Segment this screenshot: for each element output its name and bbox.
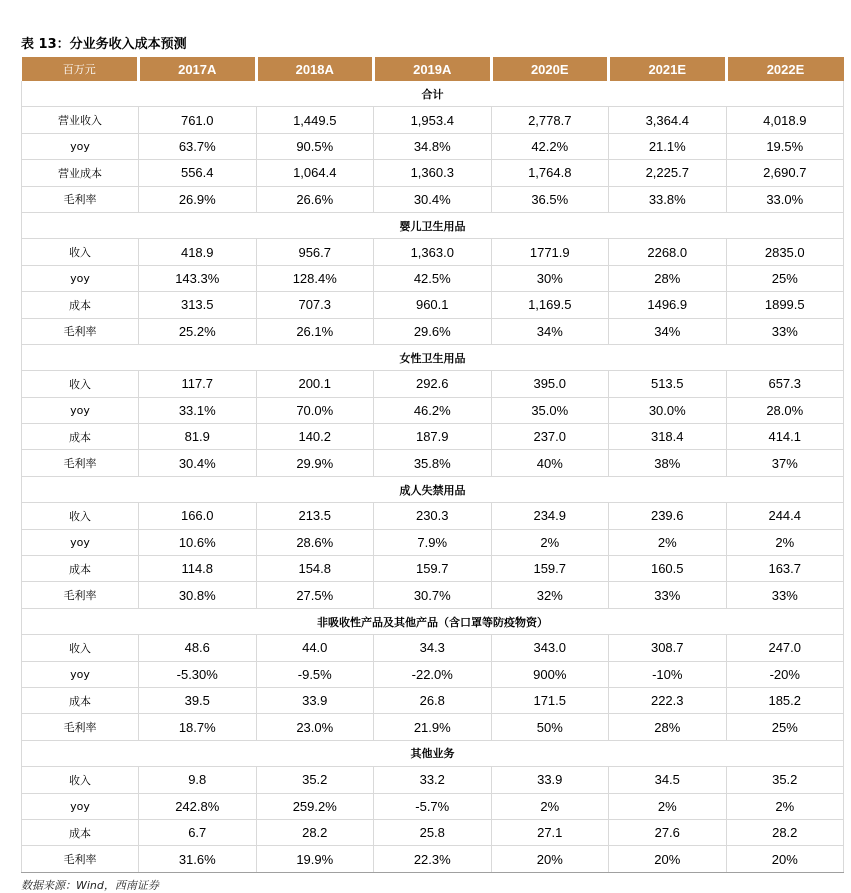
table-cell: 1,953.4 — [374, 107, 492, 133]
table-cell: 143.3% — [139, 265, 257, 291]
table-cell: 395.0 — [491, 371, 609, 397]
data-source: 数据来源：Wind，西南证券 — [21, 879, 159, 892]
table-cell: -22.0% — [374, 661, 492, 687]
section-title: 其他业务 — [22, 740, 844, 766]
table-cell: 171.5 — [491, 687, 609, 713]
table-cell: 28.2 — [726, 819, 844, 845]
table-cell: 140.2 — [256, 424, 374, 450]
table-cell: 2% — [491, 793, 609, 819]
table-cell: 160.5 — [609, 556, 727, 582]
table-cell: 159.7 — [374, 556, 492, 582]
table-row — [22, 635, 844, 661]
row-label: 毛利率 — [22, 714, 139, 740]
table-cell: 27.1 — [491, 819, 609, 845]
table-cell: 30.7% — [374, 582, 492, 608]
header-year: 2020E — [491, 57, 609, 81]
table-cell: 33% — [609, 582, 727, 608]
table-cell: 81.9 — [139, 424, 257, 450]
table-cell: 343.0 — [491, 635, 609, 661]
table-cell: 9.8 — [139, 767, 257, 793]
table-cell: 30.8% — [139, 582, 257, 608]
table-cell: 32% — [491, 582, 609, 608]
row-label: 毛利率 — [22, 318, 139, 344]
forecast-table-container — [21, 57, 843, 873]
table-cell: 29.9% — [256, 450, 374, 476]
table-cell: 308.7 — [609, 635, 727, 661]
table-cell: 1,064.4 — [256, 160, 374, 186]
table-cell: 200.1 — [256, 371, 374, 397]
table-row — [22, 239, 844, 265]
section-header-row — [22, 344, 844, 370]
section-title: 非吸收性产品及其他产品（含口罩等防疫物资） — [22, 608, 844, 634]
table-cell: 21.9% — [374, 714, 492, 740]
table-cell: 128.4% — [256, 265, 374, 291]
table-cell: 70.0% — [256, 397, 374, 423]
table-row — [22, 819, 844, 845]
table-cell: 234.9 — [491, 503, 609, 529]
table-cell: 222.3 — [609, 687, 727, 713]
table-cell: 239.6 — [609, 503, 727, 529]
table-cell: 187.9 — [374, 424, 492, 450]
table-cell: 159.7 — [491, 556, 609, 582]
table-cell: 414.1 — [726, 424, 844, 450]
table-cell: 2,225.7 — [609, 160, 727, 186]
table-cell: 33% — [726, 582, 844, 608]
table-cell: 185.2 — [726, 687, 844, 713]
row-label: 成本 — [22, 556, 139, 582]
table-cell: 1,360.3 — [374, 160, 492, 186]
table-cell: 154.8 — [256, 556, 374, 582]
table-cell: 2268.0 — [609, 239, 727, 265]
header-year: 2017A — [139, 57, 257, 81]
table-cell: 42.2% — [491, 133, 609, 159]
table-cell: 1,449.5 — [256, 107, 374, 133]
table-row — [22, 397, 844, 423]
table-cell: 213.5 — [256, 503, 374, 529]
table-cell: 4,018.9 — [726, 107, 844, 133]
table-row — [22, 371, 844, 397]
table-cell: 26.8 — [374, 687, 492, 713]
table-cell: 1899.5 — [726, 292, 844, 318]
table-row — [22, 687, 844, 713]
table-cell: -10% — [609, 661, 727, 687]
table-cell: 25.8 — [374, 819, 492, 845]
table-cell: 30.0% — [609, 397, 727, 423]
table-cell: 20% — [609, 846, 727, 872]
table-cell: 35.0% — [491, 397, 609, 423]
table-cell: 48.6 — [139, 635, 257, 661]
table-cell: 30% — [491, 265, 609, 291]
row-label: 成本 — [22, 819, 139, 845]
table-cell: 318.4 — [609, 424, 727, 450]
table-row — [22, 556, 844, 582]
table-cell: 237.0 — [491, 424, 609, 450]
table-cell: 34.8% — [374, 133, 492, 159]
table-row — [22, 714, 844, 740]
header-year: 2022E — [726, 57, 844, 81]
table-cell: 33.9 — [491, 767, 609, 793]
table-cell: 956.7 — [256, 239, 374, 265]
row-label: 收入 — [22, 371, 139, 397]
table-row — [22, 793, 844, 819]
table-cell: 2% — [726, 529, 844, 555]
table-cell: 35.8% — [374, 450, 492, 476]
table-row — [22, 767, 844, 793]
table-cell: 2% — [609, 529, 727, 555]
row-label: 毛利率 — [22, 846, 139, 872]
row-label: yoy — [22, 133, 139, 159]
row-label: yoy — [22, 529, 139, 555]
row-label: 收入 — [22, 503, 139, 529]
table-cell: 28% — [609, 265, 727, 291]
row-label: 毛利率 — [22, 186, 139, 212]
table-cell: 25% — [726, 265, 844, 291]
table-cell: 28.6% — [256, 529, 374, 555]
header-unit: 百万元 — [22, 57, 139, 81]
table-cell: 33% — [726, 318, 844, 344]
table-cell: 34.5 — [609, 767, 727, 793]
table-cell: 30.4% — [139, 450, 257, 476]
forecast-table — [21, 57, 844, 873]
table-cell: 33.8% — [609, 186, 727, 212]
row-label: 成本 — [22, 292, 139, 318]
row-label: yoy — [22, 661, 139, 687]
table-cell: 2835.0 — [726, 239, 844, 265]
table-cell: 960.1 — [374, 292, 492, 318]
table-cell: 37% — [726, 450, 844, 476]
section-header-row — [22, 608, 844, 634]
table-row — [22, 292, 844, 318]
header-year: 2021E — [609, 57, 727, 81]
table-cell: 25% — [726, 714, 844, 740]
header-year: 2018A — [256, 57, 374, 81]
table-cell: 1,169.5 — [491, 292, 609, 318]
table-cell: 28% — [609, 714, 727, 740]
table-cell: 35.2 — [726, 767, 844, 793]
table-row — [22, 846, 844, 872]
row-label: 毛利率 — [22, 582, 139, 608]
table-cell: 90.5% — [256, 133, 374, 159]
table-cell: 657.3 — [726, 371, 844, 397]
row-label: 成本 — [22, 424, 139, 450]
table-cell: 18.7% — [139, 714, 257, 740]
table-row — [22, 107, 844, 133]
table-cell: -20% — [726, 661, 844, 687]
table-row — [22, 265, 844, 291]
table-cell: 29.6% — [374, 318, 492, 344]
table-cell: 2% — [609, 793, 727, 819]
table-cell: 707.3 — [256, 292, 374, 318]
table-cell: 46.2% — [374, 397, 492, 423]
table-cell: 33.0% — [726, 186, 844, 212]
table-cell: 10.6% — [139, 529, 257, 555]
section-header-row — [22, 81, 844, 107]
table-cell: 26.9% — [139, 186, 257, 212]
table-cell: 513.5 — [609, 371, 727, 397]
table-cell: 313.5 — [139, 292, 257, 318]
table-cell: 33.9 — [256, 687, 374, 713]
table-cell: 34% — [609, 318, 727, 344]
table-cell: 1,363.0 — [374, 239, 492, 265]
table-cell: 230.3 — [374, 503, 492, 529]
table-cell: 38% — [609, 450, 727, 476]
row-label: 营业收入 — [22, 107, 139, 133]
table-cell: 26.6% — [256, 186, 374, 212]
section-title: 婴儿卫生用品 — [22, 212, 844, 238]
table-row — [22, 661, 844, 687]
row-label: 成本 — [22, 687, 139, 713]
table-cell: 27.5% — [256, 582, 374, 608]
table-cell: 242.8% — [139, 793, 257, 819]
row-label: yoy — [22, 397, 139, 423]
table-cell: 900% — [491, 661, 609, 687]
table-cell: 40% — [491, 450, 609, 476]
table-cell: 28.2 — [256, 819, 374, 845]
table-row — [22, 186, 844, 212]
table-cell: 28.0% — [726, 397, 844, 423]
table-cell: 114.8 — [139, 556, 257, 582]
table-title: 表 13：分业务收入成本预测 — [21, 37, 187, 52]
table-cell: 244.4 — [726, 503, 844, 529]
table-cell: 2% — [726, 793, 844, 819]
row-label: yoy — [22, 265, 139, 291]
table-cell: 21.1% — [609, 133, 727, 159]
table-row — [22, 133, 844, 159]
table-cell: 27.6 — [609, 819, 727, 845]
table-cell: 34% — [491, 318, 609, 344]
table-cell: 20% — [491, 846, 609, 872]
table-row — [22, 503, 844, 529]
table-cell: 44.0 — [256, 635, 374, 661]
table-cell: 20% — [726, 846, 844, 872]
table-cell: 1,764.8 — [491, 160, 609, 186]
table-cell: 19.9% — [256, 846, 374, 872]
row-label: 毛利率 — [22, 450, 139, 476]
table-cell: 63.7% — [139, 133, 257, 159]
table-cell: 42.5% — [374, 265, 492, 291]
table-cell: 166.0 — [139, 503, 257, 529]
table-cell: -5.30% — [139, 661, 257, 687]
row-label: 营业成本 — [22, 160, 139, 186]
table-cell: 247.0 — [726, 635, 844, 661]
table-row — [22, 318, 844, 344]
section-header-row — [22, 476, 844, 502]
table-cell: 2,690.7 — [726, 160, 844, 186]
table-cell: 22.3% — [374, 846, 492, 872]
table-row — [22, 160, 844, 186]
table-cell: 6.7 — [139, 819, 257, 845]
table-cell: 1771.9 — [491, 239, 609, 265]
table-row — [22, 582, 844, 608]
section-header-row — [22, 212, 844, 238]
table-cell: 259.2% — [256, 793, 374, 819]
table-row — [22, 450, 844, 476]
table-cell: 117.7 — [139, 371, 257, 397]
table-cell: 418.9 — [139, 239, 257, 265]
table-cell: 39.5 — [139, 687, 257, 713]
table-cell: 34.3 — [374, 635, 492, 661]
row-label: 收入 — [22, 767, 139, 793]
table-cell: 292.6 — [374, 371, 492, 397]
table-cell: 26.1% — [256, 318, 374, 344]
section-header-row — [22, 740, 844, 766]
table-cell: 3,364.4 — [609, 107, 727, 133]
table-body — [22, 81, 844, 872]
table-cell: 19.5% — [726, 133, 844, 159]
header-row — [22, 57, 844, 81]
table-cell: 33.1% — [139, 397, 257, 423]
table-cell: 2,778.7 — [491, 107, 609, 133]
section-title: 女性卫生用品 — [22, 344, 844, 370]
table-row — [22, 424, 844, 450]
table-cell: -5.7% — [374, 793, 492, 819]
table-cell: 1496.9 — [609, 292, 727, 318]
row-label: 收入 — [22, 635, 139, 661]
table-cell: 33.2 — [374, 767, 492, 793]
table-cell: 7.9% — [374, 529, 492, 555]
table-cell: -9.5% — [256, 661, 374, 687]
table-cell: 35.2 — [256, 767, 374, 793]
table-cell: 50% — [491, 714, 609, 740]
table-cell: 761.0 — [139, 107, 257, 133]
table-cell: 23.0% — [256, 714, 374, 740]
table-cell: 25.2% — [139, 318, 257, 344]
section-title: 成人失禁用品 — [22, 476, 844, 502]
table-cell: 36.5% — [491, 186, 609, 212]
table-cell: 163.7 — [726, 556, 844, 582]
table-cell: 30.4% — [374, 186, 492, 212]
header-year: 2019A — [374, 57, 492, 81]
table-row — [22, 529, 844, 555]
section-title: 合计 — [22, 81, 844, 107]
table-cell: 556.4 — [139, 160, 257, 186]
table-cell: 2% — [491, 529, 609, 555]
row-label: 收入 — [22, 239, 139, 265]
row-label: yoy — [22, 793, 139, 819]
table-cell: 31.6% — [139, 846, 257, 872]
